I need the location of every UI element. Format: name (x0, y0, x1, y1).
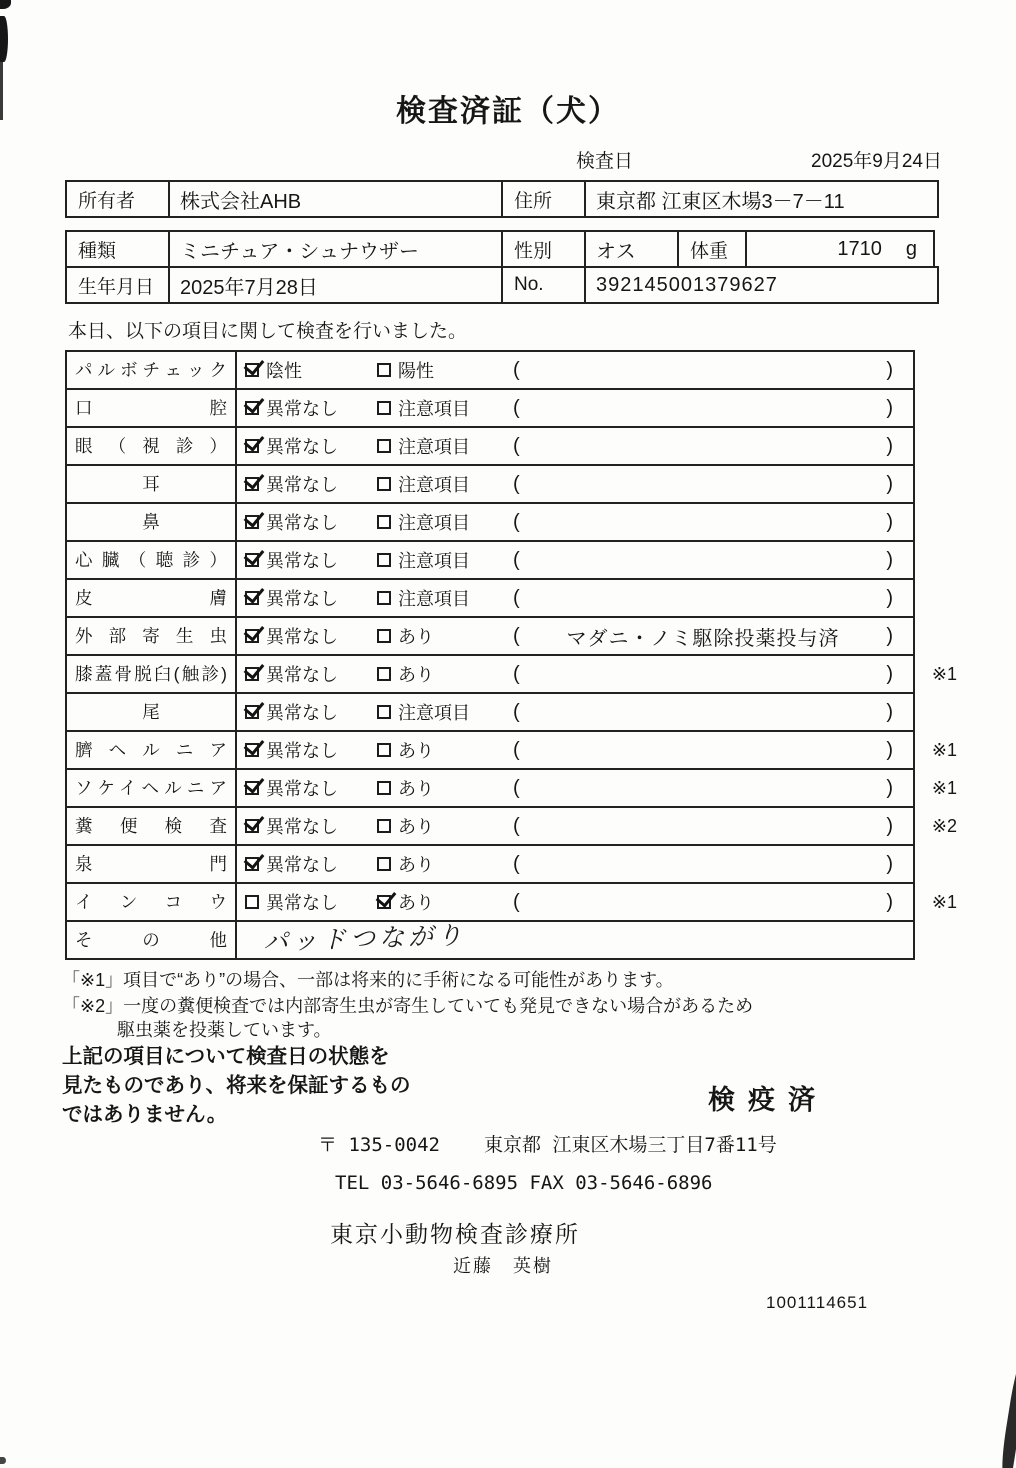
scan-artifact (0, 0, 11, 9)
checklist-row (65, 350, 915, 390)
paren-close: ) (886, 586, 893, 609)
checklist-row (65, 654, 957, 694)
checked-checkbox (245, 477, 259, 491)
option-label: 異常なし (266, 475, 338, 495)
option-label: 注意項目 (398, 589, 470, 609)
option-label: あり (398, 665, 434, 685)
checked-checkbox (245, 857, 259, 871)
checked-checkbox (245, 553, 259, 567)
checklist-row (65, 692, 915, 732)
footnote-mark: ※1 (931, 664, 957, 684)
paren-close: ) (886, 510, 893, 533)
exam-item-label: 口腔 (67, 390, 237, 426)
pet-info-table (65, 230, 939, 304)
checklist-row (65, 882, 957, 922)
inspection-date-value: 2025年9月24日 (811, 151, 942, 172)
paren-open: ( (513, 472, 520, 495)
scan-artifact (999, 1358, 1016, 1468)
scan-artifact (0, 60, 3, 120)
remarks-parens (513, 397, 913, 420)
handwritten-note: パッドつながり (262, 920, 467, 957)
number-label: No. (501, 266, 586, 304)
unchecked-checkbox (377, 553, 391, 567)
option-label: 陽性 (398, 361, 434, 381)
paren-close: ) (886, 434, 893, 457)
remarks-parens (513, 815, 913, 838)
remarks-parens (513, 701, 913, 724)
exam-item-result (237, 542, 913, 578)
checked-checkbox (245, 819, 259, 833)
paren-open: ( (513, 434, 520, 457)
paren-open: ( (513, 586, 520, 609)
paren-close: ) (886, 396, 893, 419)
exam-item-label: パルボチェック (67, 352, 237, 388)
paren-close: ) (886, 776, 893, 799)
checked-checkbox (245, 743, 259, 757)
option-label: あり (398, 627, 434, 647)
sex-value: オス (584, 230, 679, 268)
option-label: 注意項目 (398, 703, 470, 723)
paren-open: ( (513, 396, 520, 419)
checked-checkbox (245, 401, 259, 415)
footnote-mark: ※1 (931, 892, 957, 912)
checkbox-option (377, 357, 513, 383)
checked-checkbox (245, 515, 259, 529)
option-label: 異常なし (266, 399, 338, 419)
paren-open: ( (513, 814, 520, 837)
option-label: あり (398, 855, 434, 875)
checkbox-option (377, 851, 513, 877)
checkbox-option (245, 851, 377, 877)
owner-row (65, 180, 939, 218)
checklist-row (65, 806, 957, 846)
clinic-tel-fax: TEL 03-5646-6895 FAX 03-5646-6896 (335, 1172, 713, 1194)
option-label: 異常なし (266, 589, 338, 609)
exam-item-label: その他 (67, 922, 237, 958)
checkbox-option (377, 813, 513, 839)
paren-open: ( (513, 548, 520, 571)
exam-item-result (237, 428, 913, 464)
exam-item-label: 泉門 (67, 846, 237, 882)
scan-artifact (0, 16, 8, 62)
exam-item-result (237, 922, 913, 958)
checkbox-option (377, 737, 513, 763)
exam-item-label: 外部寄生虫 (67, 618, 237, 654)
quarantine-passed-stamp: 検疫済 (708, 1085, 828, 1115)
birthdate-label: 生年月日 (65, 266, 170, 304)
serial-number: 1001114651 (766, 1293, 869, 1312)
exam-item-label: 心臓（聴診） (67, 542, 237, 578)
option-label: 異常なし (266, 855, 338, 875)
option-label: 異常なし (266, 779, 338, 799)
remarks-parens (513, 359, 913, 382)
option-label: 異常なし (266, 665, 338, 685)
unchecked-checkbox (377, 705, 391, 719)
exam-item-result (237, 770, 913, 806)
paren-close: ) (886, 738, 893, 761)
paren-open: ( (513, 776, 520, 799)
exam-item-result (237, 390, 913, 426)
checkbox-option (245, 889, 377, 915)
unchecked-checkbox (377, 591, 391, 605)
checkbox-option (377, 585, 513, 611)
option-label: 異常なし (266, 437, 338, 457)
option-label: 陰性 (266, 361, 302, 381)
unchecked-checkbox (377, 477, 391, 491)
checkbox-option (245, 395, 377, 421)
option-label: あり (398, 779, 434, 799)
unchecked-checkbox (377, 363, 391, 377)
option-label: 注意項目 (398, 475, 470, 495)
exam-item-result (237, 580, 913, 616)
exam-item-result (237, 656, 913, 692)
paren-open: ( (513, 510, 520, 533)
microchip-number-value: 392145001379627 (584, 266, 939, 304)
checkbox-option (245, 471, 377, 497)
checked-checkbox (245, 667, 259, 681)
checklist-row (65, 730, 957, 770)
checkbox-option (377, 471, 513, 497)
checkbox-option (377, 509, 513, 535)
checkbox-option (245, 623, 377, 649)
exam-item-label: 臍ヘルニア (67, 732, 237, 768)
option-label: 異常なし (266, 513, 338, 533)
checkbox-option (245, 509, 377, 535)
checkbox-option (377, 623, 513, 649)
unchecked-checkbox (245, 895, 259, 909)
remarks-parens (513, 435, 913, 458)
exam-item-result (237, 352, 913, 388)
disclaimer-line-3: ではありません。 (62, 1103, 228, 1126)
option-label: 注意項目 (398, 437, 470, 457)
checked-checkbox (245, 439, 259, 453)
weight-unit: g (905, 237, 917, 260)
paren-close: ) (886, 548, 893, 571)
paren-open: ( (513, 700, 520, 723)
clinic-name: 東京小動物検査診療所 (330, 1221, 580, 1247)
footnote-1: 「※1」項目で“あり”の場合、一部は将来的に手術になる可能性があります。 (62, 970, 674, 990)
exam-item-label: 膝蓋骨脱臼(触診) (67, 656, 237, 692)
remarks-parens (513, 549, 913, 572)
exam-item-label: 眼（視診） (67, 428, 237, 464)
unchecked-checkbox (377, 667, 391, 681)
remarks-parens (513, 853, 913, 876)
footnote-mark: ※1 (931, 778, 957, 798)
weight-cell (745, 230, 935, 268)
weight-label: 体重 (677, 230, 747, 268)
exam-item-label: インコウ (67, 884, 237, 920)
exam-item-result (237, 808, 913, 844)
footnote-2-line2: 駆虫薬を投薬しています。 (117, 1020, 332, 1040)
footnote-mark: ※2 (931, 816, 957, 836)
paren-close: ) (886, 814, 893, 837)
checkbox-option (377, 433, 513, 459)
paren-open: ( (513, 624, 520, 647)
checklist-row (65, 768, 957, 808)
unchecked-checkbox (377, 401, 391, 415)
checkbox-option (245, 775, 377, 801)
paren-close: ) (886, 852, 893, 875)
checkbox-option (245, 433, 377, 459)
inspection-date-label: 検査日 (576, 151, 634, 172)
exam-item-result (237, 618, 913, 654)
checkbox-option (245, 547, 377, 573)
option-label: 異常なし (266, 741, 338, 761)
checkbox-option (245, 661, 377, 687)
document-title: 検査済証（犬） (396, 95, 620, 128)
paren-open: ( (513, 738, 520, 761)
exam-item-result (237, 884, 913, 920)
paren-close: ) (886, 624, 893, 647)
exam-item-label: ソケイヘルニア (67, 770, 237, 806)
birthdate-value: 2025年7月28日 (168, 266, 503, 304)
checklist-row (65, 502, 915, 542)
checkbox-option (245, 737, 377, 763)
breed-value: ミニチュア・シュナウザー (168, 230, 503, 268)
option-label: 注意項目 (398, 513, 470, 533)
checked-checkbox (377, 895, 391, 909)
owner-label: 所有者 (65, 180, 170, 218)
checklist-row (65, 388, 915, 428)
exam-item-label: 尾 (67, 694, 237, 730)
remarks-parens (513, 473, 913, 496)
checkbox-option (245, 699, 377, 725)
remarks-parens (513, 891, 913, 914)
paren-open: ( (513, 890, 520, 913)
checked-checkbox (245, 363, 259, 377)
address-label: 住所 (501, 180, 586, 218)
footnote-mark: ※1 (931, 740, 957, 760)
intro-text: 本日、以下の項目に関して検査を行いました。 (68, 321, 468, 342)
exam-checklist-table (65, 350, 957, 960)
checkbox-option (245, 585, 377, 611)
checkbox-option (245, 357, 377, 383)
checkbox-option (377, 699, 513, 725)
checkbox-option (377, 775, 513, 801)
paren-open: ( (513, 662, 520, 685)
clinic-address: 東京都 江東区木場三丁目7番11号 (483, 1134, 777, 1156)
option-label: あり (398, 893, 434, 913)
checklist-row (65, 426, 915, 466)
remarks-text: マダニ・ノミ駆除投薬投与済 (566, 627, 840, 650)
paren-close: ) (886, 700, 893, 723)
checklist-row (65, 540, 915, 580)
paren-open: ( (513, 852, 520, 875)
checked-checkbox (245, 591, 259, 605)
exam-item-label: 皮膚 (67, 580, 237, 616)
inspection-date-row (576, 146, 942, 173)
paren-close: ) (886, 472, 893, 495)
exam-item-label: 糞便検査 (67, 808, 237, 844)
disclaimer-line-2: 見たものであり、将来を保証するもの (62, 1074, 411, 1097)
paren-open: ( (513, 358, 520, 381)
sex-label: 性別 (501, 230, 586, 268)
checklist-row (65, 578, 915, 618)
exam-item-result (237, 732, 913, 768)
option-label: あり (398, 741, 434, 761)
checklist-row (65, 920, 915, 960)
option-label: 異常なし (266, 627, 338, 647)
exam-item-result (237, 466, 913, 502)
option-label: 異常なし (266, 817, 338, 837)
unchecked-checkbox (377, 439, 391, 453)
checked-checkbox (245, 781, 259, 795)
exam-item-label: 鼻 (67, 504, 237, 540)
exam-item-result (237, 694, 913, 730)
option-label: 異常なし (266, 703, 338, 723)
scan-artifact (0, 1457, 6, 1464)
remarks-parens (513, 511, 913, 534)
unchecked-checkbox (377, 819, 391, 833)
checklist-row (65, 616, 915, 656)
remarks-parens (513, 663, 913, 686)
checkbox-option (245, 813, 377, 839)
owner-info-table (65, 180, 939, 218)
unchecked-checkbox (377, 857, 391, 871)
remarks-parens (513, 622, 913, 651)
option-label: あり (398, 817, 434, 837)
disclaimer-text (62, 1042, 411, 1129)
postal-code: 〒 135-0042 (318, 1134, 440, 1156)
footnote-2-line1: 「※2」一度の糞便検査では内部寄生虫が寄生していても発見できない場合があるため (62, 996, 754, 1016)
option-label: 異常なし (266, 551, 338, 571)
checkbox-option (377, 661, 513, 687)
checkbox-option (377, 547, 513, 573)
clinic-address-row (318, 1130, 777, 1157)
option-label: 異常なし (266, 893, 338, 913)
checked-checkbox (245, 705, 259, 719)
checklist-row (65, 844, 915, 884)
remarks-parens (513, 739, 913, 762)
exam-item-result (237, 846, 913, 882)
unchecked-checkbox (377, 515, 391, 529)
unchecked-checkbox (377, 629, 391, 643)
disclaimer-line-1: 上記の項目について検査日の状態を (62, 1045, 390, 1068)
exam-item-result (237, 504, 913, 540)
breed-row (65, 230, 939, 268)
exam-item-label: 耳 (67, 466, 237, 502)
birth-row (65, 266, 939, 304)
owner-value: 株式会社AHB (168, 180, 503, 218)
unchecked-checkbox (377, 781, 391, 795)
option-label: 注意項目 (398, 551, 470, 571)
breed-label: 種類 (65, 230, 170, 268)
paren-close: ) (886, 890, 893, 913)
checked-checkbox (245, 629, 259, 643)
checkbox-option (377, 395, 513, 421)
paren-close: ) (886, 662, 893, 685)
checklist-row (65, 464, 915, 504)
unchecked-checkbox (377, 743, 391, 757)
remarks-parens (513, 587, 913, 610)
veterinarian-name: 近藤 英樹 (453, 1256, 553, 1276)
address-value: 東京都 江東区木場3－7－11 (584, 180, 939, 218)
paren-close: ) (886, 358, 893, 381)
checkbox-option (377, 889, 513, 915)
remarks-parens (513, 777, 913, 800)
weight-value: 1710 (837, 237, 882, 260)
option-label: 注意項目 (398, 399, 470, 419)
